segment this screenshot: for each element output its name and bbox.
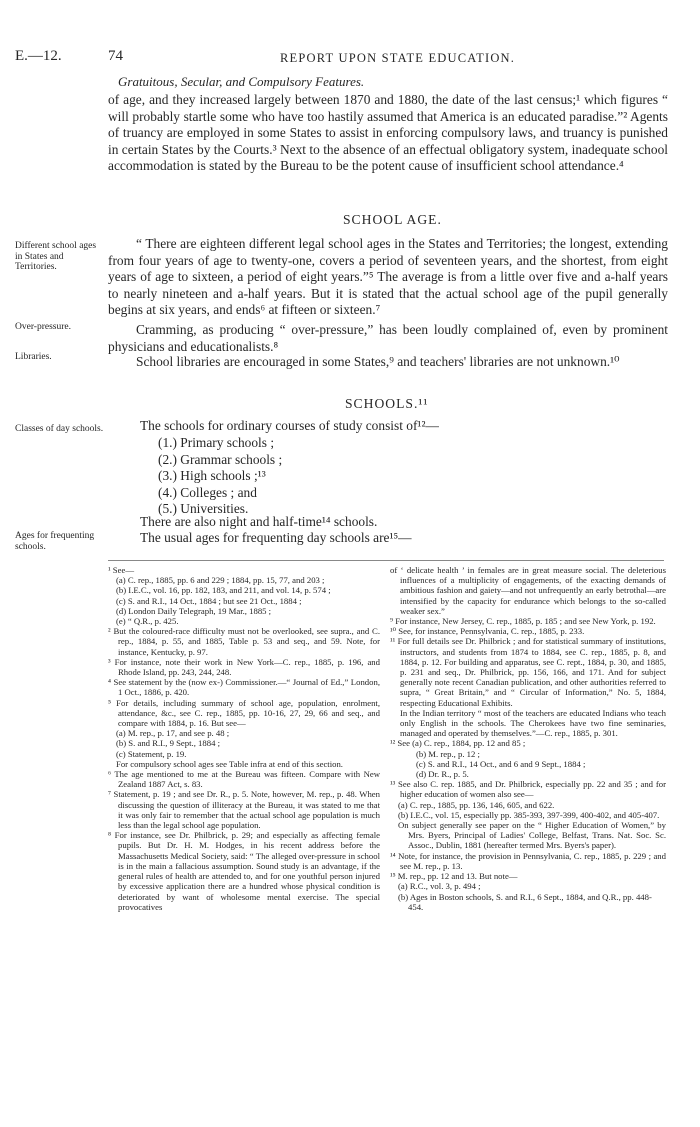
- list-item: (1.) Primary schools ;: [158, 435, 275, 450]
- footnote-divider: [108, 560, 664, 561]
- sidenote-ages-frequenting: Ages for frequenting schools.: [15, 531, 95, 552]
- sidenote-overpressure: Over-pressure.: [15, 322, 71, 332]
- sidenote-classes: Classes of day schools.: [15, 424, 104, 434]
- footnote-sub: (c) S. and R.I., 14 Oct., 1884 ; but see 21 Oct., 1884 ;: [116, 595, 302, 606]
- footnote: ¹⁴ Note, for instance, the provision in Pennsylvania, C. rep., 1885, p. 229 ; and see M. rep., p. 13.: [390, 850, 666, 871]
- footnote: ⁶ The age mentioned to me at the Bureau was fifteen. Compare with New Zealand 1887 Act, s. 83.: [108, 769, 380, 790]
- schools-intro: The schools for ordinary courses of study consist of¹²—: [140, 418, 439, 433]
- sidenote-different-ages: Different school ages in States and Territories.: [15, 241, 97, 272]
- footnote-sub: (a) R.C., vol. 3, p. 494 ;: [398, 881, 481, 892]
- footnote-sub: (d) Dr. R., p. 5.: [416, 769, 469, 780]
- footnote: ¹¹ For full details see Dr. Philbrick ; and for statistical summary of institutions, instructors, and students from 1874 to 1884, see C. rep., 1885, p. 8, and 1884, p. 12. For building and apparatus, see C. rept., 1884, p. 30, and 1885, p. 231 and seq., Dr. Philbrick, pp. 156, 166, and 171. And for subject generally note recent Canadian publication, and other authorities referred to supra, “ Great Britain,” and “ Circular of Information,” No. 5, 1884, respecting Educational Exhibits.: [390, 636, 666, 708]
- running-title: REPORT UPON STATE EDUCATION.: [280, 51, 516, 65]
- libraries-paragraph: School libraries are encouraged in some States,⁹ and teachers' libraries are not unknown.¹⁰: [136, 354, 620, 369]
- footnote: ² But the coloured-race difficulty must not be overlooked, see supra., and C. rep., 1884, p. 55, and 1885, Table p. 53 and seq., and 59. Note, for instance, Kentucky, p. 97.: [108, 626, 380, 657]
- list-item: (3.) High schools ;¹³: [158, 468, 266, 483]
- school-types-list: [158, 435, 282, 518]
- footnotes-left-column: [108, 565, 380, 912]
- footnote: On subject generally see paper on the “ Higher Education of Women,” by Mrs. Byers, Principal of Ladies' College, Belfast, Trans. Nat. Soc. Sc. Assoc., Dublin, 1881 (hereafter termed Mrs. Byers's paper).: [398, 820, 666, 851]
- footnote-sub: (b) Ages in Boston schools, S. and R.I., 6 Sept., 1884, and Q.R., pp. 448-454.: [398, 891, 652, 912]
- footnote: of ‘ delicate health ’ in females are in great measure social. The deleterious influences of a multiplicity of engagements, of the exacting demands of ambitious fashion and gaiety—and not unfrequently an early betrothal—are intensified by the capacity for endurance which belongs to the so-called weaker sex.”: [390, 565, 666, 616]
- footnote: ⁵ For details, including summary of school age, population, enrolment, attendance, &c., see C. rep., 1885, pp. 10-16, 27, 29, 66 and seq., and compare with 1884, p. 16. But see—: [108, 697, 380, 729]
- sidenote-libraries: Libraries.: [15, 352, 52, 362]
- page-number: 74: [108, 48, 123, 64]
- footnote: ⁸ For instance, see Dr. Philbrick, p. 29; and especially as affecting female pupils. But Dr. H. M. Hodges, in his recent address before the Massachusetts Medical Society, said: “ The alleged over-pressure in school is in the main a fallacious assumption. Sound study is an advantage, if the general rules of health are attended to, and for one youthful person injured by excessive application there are a hundred whose physical condition is deteriorated by want of wholesome mental exercise. The special provocatives: [108, 830, 380, 912]
- list-item: (2.) Grammar schools ;: [158, 451, 283, 467]
- footnote-sub: (b) I.E.C., vol. 16, pp. 182, 183, and 211, and vol. 14, p. 574 ;: [116, 585, 331, 596]
- footnote-sub: (a) C. rep., 1885, pp. 136, 146, 605, and 622.: [398, 799, 555, 810]
- usual-ages-line: The usual ages for frequenting day schools are¹⁵—: [140, 530, 412, 545]
- schools-heading: SCHOOLS.¹¹: [345, 396, 429, 411]
- footnote-sub: (b) M. rep., p. 12 ;: [416, 748, 480, 759]
- footnote: In the Indian territory “ most of the teachers are educated Indians who teach only English in the schools. The Cherokees have two fine seminaries, managed and operated by themselves.”—C. rep., 1885, p. 301.: [400, 707, 666, 739]
- footnote-sub: For compulsory school ages see Table infra at end of this section.: [116, 758, 343, 769]
- footnote-sub: (b) I.E.C., vol. 15, especially pp. 385-393, 397-399, 400-402, and 405-407.: [398, 809, 660, 820]
- footnote-sub: (b) S. and R.I., 9 Sept., 1884 ;: [116, 738, 221, 749]
- list-item: (4.) Colleges ; and: [158, 484, 257, 500]
- footnote-sub: (c) Statement, p. 19.: [116, 748, 187, 759]
- footnote-sub: (e) “ Q.R., p. 425.: [116, 616, 179, 627]
- footnote-sub: (c) S. and R.I., 14 Oct., and 6 and 9 Sept., 1884 ;: [416, 758, 586, 769]
- footnote: ⁷ Statement, p. 19 ; and see Dr. R., p. 5. Note, however, M. rep., p. 48. When discussing the question of illiteracy at the Bureau, it was stated to me that it was only fair to remember that the actual school age population is much less than the legal school age population.: [108, 789, 380, 831]
- continuation-heading: Gratuitous, Secular, and Compulsory Features.: [118, 74, 365, 89]
- footnote: ⁹ For instance, New Jersey, C. rep., 1885, p. 185 ; and see New York, p. 192.: [390, 616, 656, 627]
- footnote-sub: (d) London Daily Telegraph, 19 Mar., 1885 ;: [116, 605, 272, 616]
- school-age-heading: SCHOOL AGE.: [343, 212, 442, 227]
- footnote-sub: (a) C. rep., 1885, pp. 6 and 229 ; 1884, pp. 15, 77, and 203 ;: [116, 575, 325, 586]
- night-schools-line: There are also night and half-time¹⁴ schools.: [140, 514, 378, 529]
- footnote: ¹⁰ See, for instance, Pennsylvania, C. rep., 1885, p. 233.: [390, 626, 585, 637]
- footnotes-right-column: [390, 565, 666, 912]
- school-age-paragraph: “ There are eighteen different legal school ages in the States and Territories; the longest, extending from four years of age to twenty-one, covers a period of seventeen years, and the shortest, from eight years of age to sixteen, a period of eight years.”⁵ The average is from a little over five and a-half years to nearly nineteen and a-half years. But it is stated that the actual school age of the pupil generally begins at six years, and ends⁶ at fifteen or sixteen.⁷: [108, 236, 668, 317]
- list-item: (5.) Universities.: [158, 501, 249, 516]
- intro-paragraph: of age, and they increased largely between 1870 and 1880, the date of the last census;¹ which figures “ will probably startle some who have too hastily assumed that America is an educated paradise.”² Agents of truancy are employed in some States to assist in enforcing compulsory laws, and truancy is punished in certain States by the Courts.³ Next to the absence of an effectual obligatory system, inadequate school accommodation is stated by the Bureau to be the potent cause of insufficient school attendance.⁴: [108, 92, 668, 173]
- document-ref: E.—12.: [15, 48, 62, 64]
- footnote: ⁴ See statement by the (now ex-) Commissioner.—“ Journal of Ed.,” London, 1 Oct., 1886, p. 420.: [108, 677, 380, 698]
- footnote-sub: (a) M. rep., p. 17, and see p. 48 ;: [116, 728, 230, 739]
- overpressure-paragraph: Cramming, as producing “ over-pressure,” has been loudly complained of, even by prominent physicians and educationalists.⁸: [108, 322, 668, 354]
- footnote: ³ For instance, note their work in New York—C. rep., 1885, p. 196, and Rhode Island, pp. 243, 244, 248.: [108, 656, 380, 678]
- footnote: ¹ See—: [108, 565, 135, 575]
- footnote: ¹³ See also C. rep. 1885, and Dr. Philbrick, especially pp. 22 and 35 ; and for higher education of women also see—: [390, 779, 666, 800]
- footnote: ¹⁵ M. rep., pp. 12 and 13. But note—: [390, 871, 518, 882]
- footnote: ¹² See (a) C. rep., 1884, pp. 12 and 85 ;: [390, 738, 526, 749]
